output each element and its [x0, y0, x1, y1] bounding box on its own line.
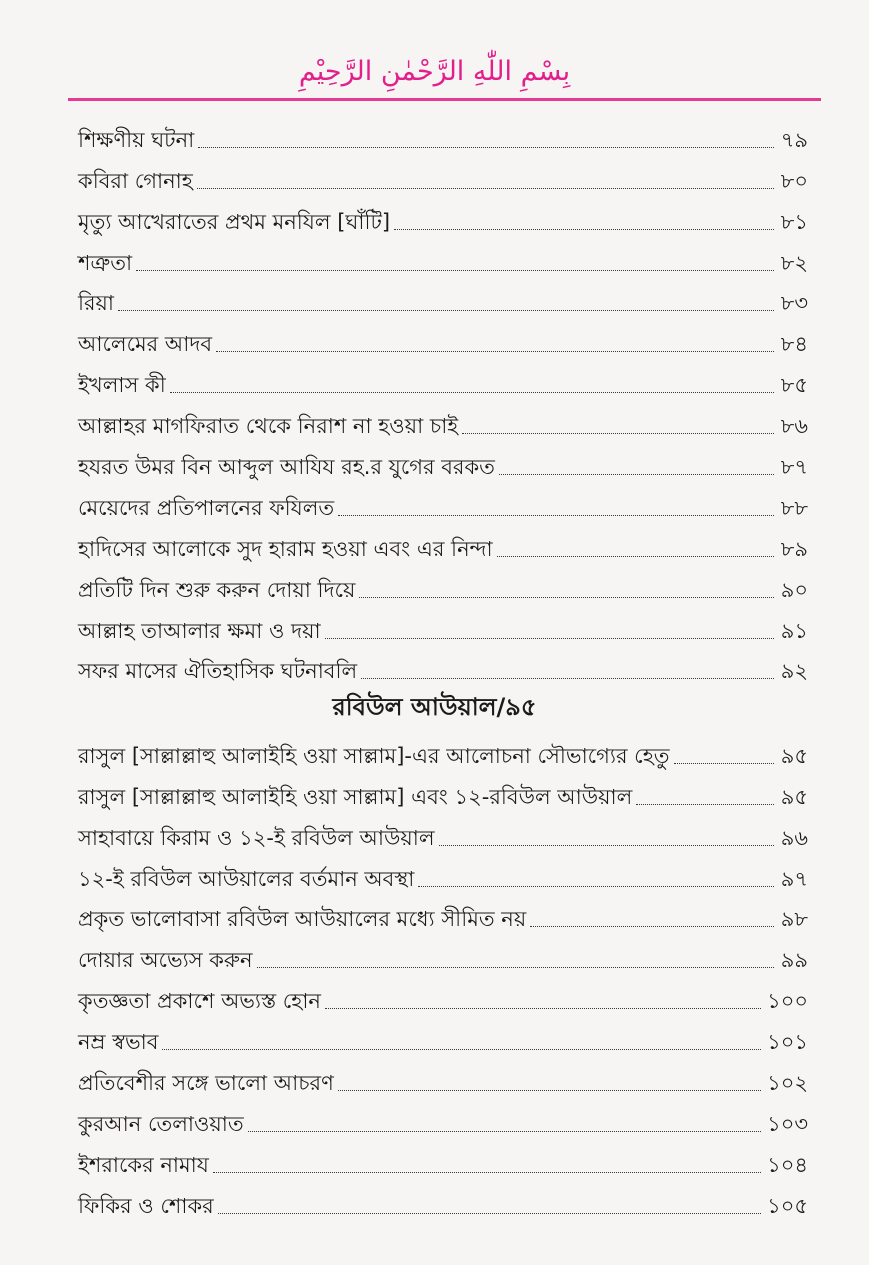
toc-entry-title: ফিকির ও শোকর — [78, 1193, 214, 1218]
dot-leader — [636, 803, 774, 805]
toc-entry — [78, 729, 808, 770]
toc-entry-title: হাদিসের আলোকে সুদ হারাম হওয়া এবং এর নিন্দা — [78, 536, 493, 561]
toc-entry-page-number: ৮৩ — [780, 291, 808, 316]
toc-entry — [78, 440, 808, 481]
toc-entry — [78, 933, 808, 974]
toc-entry-page-number: ৮৬ — [780, 414, 808, 439]
dot-leader — [216, 350, 774, 352]
toc-entry-page-number: ৮৮ — [780, 495, 808, 520]
dot-leader — [162, 1048, 761, 1050]
toc-entry-title: দোয়ার অভ্যেস করুন — [78, 948, 253, 973]
toc-entry-title: আল্লাহ তাআলার ক্ষমা ও দয়া — [78, 618, 321, 643]
toc-entry-page-number: ১০৪ — [767, 1152, 808, 1177]
toc-entry-title: প্রতিটি দিন শুরু করুন দোয়া দিয়ে — [78, 577, 356, 602]
toc-entry-page-number: ৯৮ — [780, 907, 808, 932]
dot-leader — [338, 514, 774, 516]
toc-entry-page-number: ৯৫ — [780, 784, 808, 809]
dot-leader — [361, 677, 774, 679]
toc-entry — [78, 154, 808, 195]
dot-leader — [136, 269, 774, 271]
toc-entry-page-number: ১০১ — [767, 1030, 808, 1055]
toc-entry-page-number: ৯১ — [780, 618, 808, 643]
toc-entry-title: কুরআন তেলাওয়াত — [78, 1111, 244, 1136]
toc-entry — [78, 236, 808, 277]
toc-list-part2 — [78, 729, 808, 1220]
toc-entry-title: কবিরা গোনাহ — [78, 168, 193, 193]
toc-entry-page-number: ৮৪ — [780, 332, 808, 357]
toc-entry — [78, 974, 808, 1015]
toc-entry-title: কৃতজ্ঞতা প্রকাশে অভ্যস্ত হোন — [78, 989, 321, 1014]
dot-leader — [499, 473, 774, 475]
toc-entry-page-number: ৯০ — [780, 577, 808, 602]
header-divider — [68, 98, 821, 101]
dot-leader — [674, 762, 775, 764]
dot-leader — [439, 844, 774, 846]
dot-leader — [338, 1089, 761, 1091]
toc-entry-title: প্রকৃত ভালোবাসা রবিউল আউয়ালের মধ্যে সীমিত নয় — [78, 907, 527, 932]
dot-leader — [530, 925, 774, 927]
dot-leader — [257, 966, 774, 968]
dot-leader — [325, 1007, 761, 1009]
dot-leader — [462, 432, 774, 434]
toc-entry-title: মৃত্যু আখেরাতের প্রথম মনযিল [ঘাঁটি] — [78, 209, 391, 234]
toc-entry-page-number: ৮৫ — [780, 373, 808, 398]
toc-entry-title: রাসুল [সাল্লাল্লাহু আলাইহি ওয়া সাল্লাম] এবং ১২-রবিউল আউয়াল — [78, 784, 633, 809]
toc-entry-page-number: ৮১ — [780, 209, 808, 234]
toc-entry-title: রাসুল [সাল্লাল্লাহু আলাইহি ওয়া সাল্লাম]-এর আলোচনা সৌভাগ্যের হেতু — [78, 743, 670, 768]
toc-entry-page-number: ১০০ — [767, 989, 808, 1014]
toc-entry-page-number: ৮২ — [780, 250, 808, 275]
toc-entry — [78, 563, 808, 604]
toc-entry-title: সাহাবায়ে কিরাম ও ১২-ই রবিউল আউয়াল — [78, 825, 435, 850]
toc-entry — [78, 358, 808, 399]
toc-entry-title: হযরত উমর বিন আব্দুল আযিয রহ.র যুগের বরকত — [78, 455, 495, 480]
section-heading: রবিউল আউয়াল/৯৫ — [332, 693, 537, 721]
toc-entry — [78, 277, 808, 318]
toc-entry-title: আল্লাহর মাগফিরাত থেকে নিরাশ না হওয়া চাই — [78, 414, 459, 439]
dot-leader — [394, 228, 774, 230]
dot-leader — [197, 187, 774, 189]
toc-entry-page-number: ১০৫ — [767, 1193, 808, 1218]
toc-entry-page-number: ১০৩ — [767, 1111, 808, 1136]
toc-list-part1 — [78, 113, 808, 685]
toc-entry — [78, 1179, 808, 1220]
toc-entry-page-number: ৯৭ — [780, 866, 808, 891]
toc-entry — [78, 399, 808, 440]
dot-leader — [170, 391, 774, 393]
toc-entry — [78, 852, 808, 893]
toc-entry — [78, 113, 808, 154]
toc-entry-page-number: ৭৯ — [780, 127, 808, 152]
toc-entry-title: প্রতিবেশীর সঙ্গে ভালো আচরণ — [78, 1071, 334, 1096]
toc-entry-page-number: ৮৯ — [780, 536, 808, 561]
dot-leader — [325, 637, 774, 639]
toc-entry-page-number: ৯৬ — [780, 825, 808, 850]
toc-entry-page-number: ৯৯ — [780, 948, 808, 973]
toc-entry — [78, 811, 808, 852]
toc-entry — [78, 1056, 808, 1097]
toc-entry-page-number: ৮৭ — [780, 455, 808, 480]
toc-entry — [78, 317, 808, 358]
toc-entry-title: সফর মাসের ঐতিহাসিক ঘটনাবলি — [78, 659, 358, 684]
dot-leader — [218, 1212, 761, 1214]
toc-entry — [78, 645, 808, 686]
dot-leader — [418, 885, 774, 887]
toc-entry — [78, 770, 808, 811]
toc-entry-title: শিক্ষণীয় ঘটনা — [78, 127, 195, 152]
toc-entry-title: নম্র স্বভাব — [78, 1030, 159, 1055]
toc-entry-title: আলেমের আদব — [78, 332, 213, 357]
toc-entry-title: রিয়া — [78, 291, 115, 316]
toc-entry-page-number: ১০২ — [767, 1071, 808, 1096]
toc-entry-title: ইশরাকের নামায — [78, 1152, 209, 1177]
toc-entry — [78, 604, 808, 645]
toc-entry — [78, 1138, 808, 1179]
dot-leader — [497, 555, 774, 557]
toc-entry — [78, 481, 808, 522]
toc-entry — [78, 1097, 808, 1138]
toc-entry-title: মেয়েদের প্রতিপালনের ফযিলত — [78, 495, 335, 520]
dot-leader — [118, 309, 774, 311]
dot-leader — [198, 146, 774, 148]
toc-entry-title: শত্রুতা — [78, 250, 133, 275]
bismillah-header: بِسْمِ اللّٰهِ الرَّحْمٰنِ الرَّحِيْمِ — [298, 56, 571, 87]
dot-leader — [213, 1171, 761, 1173]
toc-entry-page-number: ৮০ — [780, 168, 808, 193]
toc-entry-page-number: ৯৫ — [780, 743, 808, 768]
toc-entry — [78, 522, 808, 563]
dot-leader — [248, 1130, 761, 1132]
toc-entry-title: ইখলাস কী — [78, 373, 166, 398]
dot-leader — [359, 596, 774, 598]
toc-entry — [78, 893, 808, 934]
toc-entry — [78, 195, 808, 236]
toc-entry-page-number: ৯২ — [780, 659, 808, 684]
toc-entry — [78, 1015, 808, 1056]
toc-entry-title: ১২-ই রবিউল আউয়ালের বর্তমান অবস্থা — [78, 866, 415, 891]
